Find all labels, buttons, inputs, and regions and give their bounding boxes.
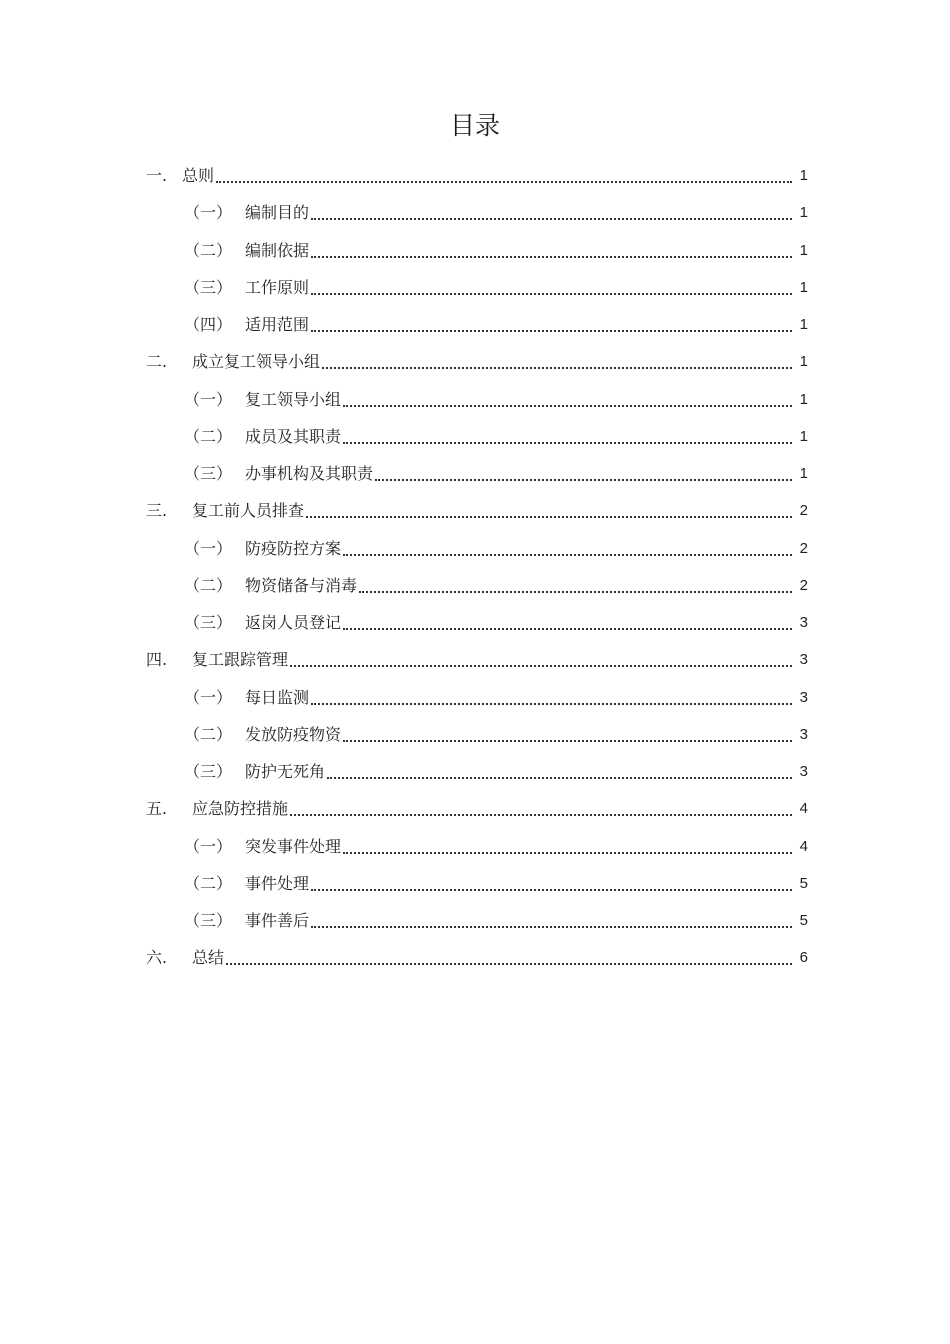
toc-entry-label: 防疫防控方案 (245, 533, 342, 565)
toc-entry-label: 编制目的 (245, 197, 310, 229)
toc-entry[interactable] (0, 905, 950, 937)
dot-leader (359, 591, 792, 593)
dot-leader (343, 442, 792, 444)
toc-entry-label: 突发事件处理 (245, 831, 342, 863)
dot-leader (375, 479, 792, 481)
toc-entry-number: （一） (184, 836, 233, 856)
toc-entry-number: （一） (184, 203, 233, 223)
dot-leader (343, 852, 792, 854)
toc-entry[interactable] (0, 309, 950, 341)
toc-entry[interactable] (0, 570, 950, 602)
toc-entry-number: （三） (184, 464, 233, 483)
toc-entry[interactable] (0, 942, 950, 974)
toc-entry[interactable] (0, 495, 950, 527)
toc-entry-label: 复工前人员排查 (192, 495, 305, 527)
dot-leader (311, 256, 792, 258)
toc-entry[interactable] (0, 607, 950, 639)
toc-entry-label: 适用范围 (245, 309, 310, 341)
toc-entry-page: 2 (799, 576, 808, 594)
dot-leader (343, 405, 792, 407)
toc-entry-label: 每日监测 (245, 682, 310, 714)
toc-entry[interactable] (0, 346, 950, 378)
toc-entry-number: （二） (184, 724, 233, 744)
dot-leader (290, 814, 792, 816)
toc-entry-page: 2 (799, 539, 808, 557)
toc-entry-page: 1 (799, 353, 808, 371)
toc-entry[interactable] (0, 160, 950, 192)
toc-entry-number: （三） (184, 911, 233, 930)
dot-leader (322, 367, 792, 369)
toc-entry-page: 3 (799, 614, 808, 631)
toc-entry-page: 1 (799, 167, 808, 184)
toc-entry-number: （三） (184, 277, 233, 297)
dot-leader (311, 889, 792, 891)
toc-entry[interactable] (0, 421, 950, 453)
dot-leader (226, 963, 792, 965)
dot-leader (311, 218, 792, 220)
toc-entry-page: 5 (799, 912, 808, 929)
toc-entry-number: （三） (184, 762, 233, 781)
toc-entry[interactable] (0, 831, 950, 863)
toc-entry-page: 3 (799, 763, 808, 780)
toc-entry-number: 一. (146, 166, 168, 185)
dot-leader (327, 777, 792, 779)
toc-entry-page: 3 (799, 688, 808, 706)
toc-entry-page: 1 (799, 427, 808, 445)
toc-entry-page: 3 (799, 725, 808, 743)
toc-entry-label: 成立复工领导小组 (192, 346, 321, 378)
toc-entry[interactable] (0, 272, 950, 304)
toc-entry-label: 物资储备与消毒 (245, 570, 358, 602)
dot-leader (311, 293, 792, 295)
toc-entry-label: 应急防控措施 (192, 793, 289, 825)
toc-entry[interactable] (0, 793, 950, 825)
toc-entry-label: 复工领导小组 (245, 384, 342, 416)
toc-entry[interactable] (0, 868, 950, 900)
toc-entry[interactable] (0, 682, 950, 714)
dot-leader (311, 926, 792, 928)
toc-entry-label: 发放防疫物资 (245, 719, 342, 751)
toc-entry-page: 1 (799, 204, 808, 222)
toc-entry-number: 五. (146, 799, 168, 819)
toc-entry-number: （二） (184, 426, 233, 446)
toc-entry[interactable] (0, 197, 950, 229)
toc-entry-number: （四） (184, 315, 233, 334)
toc-entry-label: 复工跟踪管理 (192, 644, 289, 676)
toc-entry-number: （一） (184, 389, 233, 409)
dot-leader (306, 516, 792, 518)
toc-entry-page: 3 (799, 651, 808, 669)
dot-leader (343, 628, 792, 630)
toc-entry-number: 三. (146, 501, 168, 521)
toc-entry-label: 办事机构及其职责 (245, 458, 374, 490)
toc-entry-label: 事件善后 (245, 905, 310, 937)
toc-entry-number: （一） (184, 538, 233, 558)
toc-entry-page: 1 (799, 390, 808, 408)
toc-entry-label: 总则 (182, 160, 215, 192)
toc-entry-label: 总结 (192, 942, 225, 974)
toc-entry-page: 1 (799, 316, 808, 333)
toc-entry[interactable] (0, 719, 950, 751)
toc-entry-page: 5 (799, 874, 808, 892)
dot-leader (343, 554, 792, 556)
toc-entry-number: 六. (146, 948, 168, 968)
toc-entry-number: （二） (184, 240, 233, 260)
dot-leader (290, 665, 792, 667)
page-title: 目录 (449, 111, 500, 140)
toc-entry-page: 1 (799, 241, 808, 259)
toc-entry[interactable] (0, 458, 950, 490)
toc-entry[interactable] (0, 533, 950, 565)
toc-entry-number: 四. (146, 650, 168, 670)
toc-entry-label: 防护无死角 (245, 756, 326, 788)
toc-entry-page: 2 (799, 502, 808, 520)
dot-leader (311, 703, 792, 705)
toc-entry-label: 成员及其职责 (245, 421, 342, 453)
toc-entry-page: 1 (799, 278, 808, 296)
toc-entry-page: 4 (799, 800, 808, 818)
toc-entry-number: （二） (184, 873, 233, 893)
toc-entry[interactable] (0, 384, 950, 416)
toc-entry-label: 返岗人员登记 (245, 607, 342, 639)
toc-entry-label: 编制依据 (245, 235, 310, 267)
toc-entry-label: 事件处理 (245, 868, 310, 900)
toc-entry-number: （二） (184, 575, 233, 595)
dot-leader (216, 181, 792, 183)
toc-entry-label: 工作原则 (245, 272, 310, 304)
toc-entry-page: 6 (799, 949, 808, 967)
toc-entry-number: （三） (184, 613, 233, 632)
toc-entry[interactable] (0, 235, 950, 267)
toc-entry-page: 1 (799, 465, 808, 482)
toc-entry-number: （一） (184, 687, 233, 707)
dot-leader (343, 740, 792, 742)
dot-leader (311, 330, 792, 332)
toc-entry[interactable] (0, 644, 950, 676)
toc-entry-number: 二. (146, 352, 168, 372)
toc-entry-page: 4 (799, 837, 808, 855)
toc-entry[interactable] (0, 756, 950, 788)
